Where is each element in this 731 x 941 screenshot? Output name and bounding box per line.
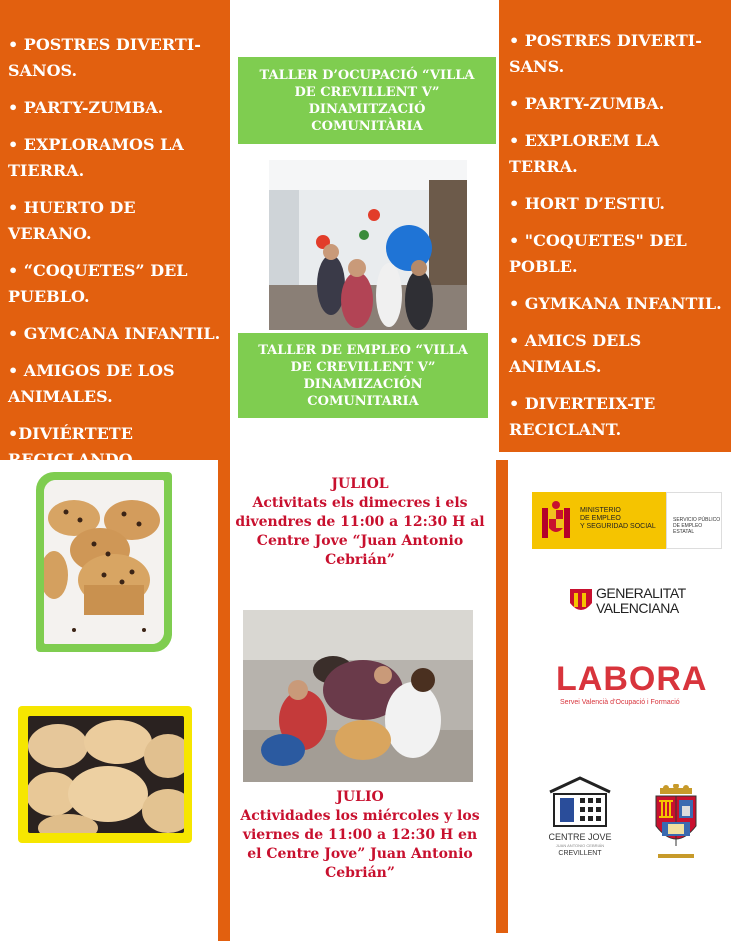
cookies-photo-frame — [18, 706, 192, 843]
right-activity-item: • PARTY-ZUMBA. — [509, 94, 665, 113]
right-divider-bar — [496, 460, 508, 933]
left-activity-item: • PARTY-ZUMBA. — [8, 98, 164, 117]
left-activities-panel — [0, 0, 230, 469]
spanish-title: TALLER DE EMPLEO “VILLA DE CREVILLENT V” DINAMIZACIÓN COMUNITARIA — [258, 342, 468, 409]
generalitat-bat-icon — [568, 585, 594, 617]
right-activity-item: • GYMKANA INFANTIL. — [509, 294, 722, 313]
left-activity-item: • “COQUETES” DEL PUEBLO. — [8, 261, 188, 306]
right-activity-item: • POSTRES DIVERTI-SANS. — [509, 31, 702, 76]
ministerio-line1: MINISTERIO — [580, 507, 621, 514]
labora-subtitle: Servei Valencià d’Ocupació i Formació — [560, 699, 680, 706]
centre-jove-line1: CENTRE JOVE — [548, 832, 612, 842]
ministerio-yellow-block — [532, 492, 666, 549]
party-zumba-photo — [269, 160, 467, 330]
labora-logo — [556, 660, 708, 715]
left-activity-item: • GYMCANA INFANTIL. — [8, 324, 221, 343]
muffins-photo-frame — [36, 472, 172, 652]
left-divider-bar — [218, 460, 230, 941]
centre-jove-logo — [546, 776, 614, 866]
julio-heading: JULIO — [336, 789, 384, 805]
generalitat-line2: VALENCIANA — [596, 600, 679, 616]
left-activity-item: • AMIGOS DE LOS ANIMALES. — [8, 361, 175, 406]
right-activity-item: • AMICS DELS ANIMALS. — [509, 331, 642, 376]
ministerio-line3: Y SEGURIDAD SOCIAL — [580, 523, 656, 530]
spain-coat-of-arms-icon — [538, 500, 574, 542]
centre-jove-line2: JUAN ANTONIO CEBRIÁN — [555, 843, 605, 848]
valencian-title: TALLER D’OCUPACIÓ “VILLA DE CREVILLENT V” DINAMITZACIÓ COMUNITÀRIA — [259, 67, 475, 134]
sepe-line2: DE EMPLEO ESTATAL — [673, 523, 703, 535]
kids-activity-photo — [243, 610, 473, 782]
ministerio-logo — [532, 492, 722, 549]
right-activities-list — [509, 28, 725, 454]
right-activity-item: • EXPLOREM LA TERRA. — [509, 131, 660, 176]
left-activities-list — [8, 32, 223, 484]
centre-jove-building-icon — [546, 776, 614, 828]
right-activity-item: • "COQUETES" DEL POBLE. — [509, 231, 687, 276]
muffins-photo — [44, 480, 164, 644]
generalitat-logo — [568, 583, 698, 619]
julio-text: Actividades los miércoles y los viernes de 11:00 a 12:30 H en el Centre Jove” Juan Antonio Cebrián” — [240, 808, 480, 881]
sepe-line1: SERVICIO PÚBLICO — [673, 517, 721, 523]
julio-block — [235, 788, 485, 883]
right-activity-item: • DIVERTEIX-TE RECICLANT. — [509, 394, 656, 439]
juliol-text: Activitats els dimecres i els divendres de 11:00 a 12:30 H al Centre Jove “Juan Antonio Cebrián” — [235, 495, 485, 568]
crevillent-coat-of-arms-icon — [652, 784, 700, 864]
valencian-title-box — [238, 57, 496, 144]
left-activity-item: • EXPLORAMOS LA TIERRA. — [8, 135, 184, 180]
centre-jove-line3: CREVILLENT — [558, 850, 602, 857]
labora-name: LABORA — [556, 660, 708, 698]
spanish-title-box — [238, 333, 488, 418]
ministerio-line2: DE EMPLEO — [580, 515, 621, 522]
cookies-photo — [28, 716, 184, 833]
left-activity-item: • HUERTO DE VERANO. — [8, 198, 136, 243]
left-activity-item: • POSTRES DIVERTI-SANOS. — [8, 35, 201, 80]
sepe-block — [666, 492, 722, 549]
right-activity-item: • HORT D’ESTIU. — [509, 194, 665, 213]
juliol-heading: JULIOL — [331, 476, 389, 492]
left-activity-item: •DIVIÉRTETE RECICLANDO. — [8, 424, 138, 469]
generalitat-line1: GENERALITAT — [596, 585, 686, 601]
right-activities-panel — [499, 0, 731, 452]
juliol-block — [235, 475, 485, 570]
